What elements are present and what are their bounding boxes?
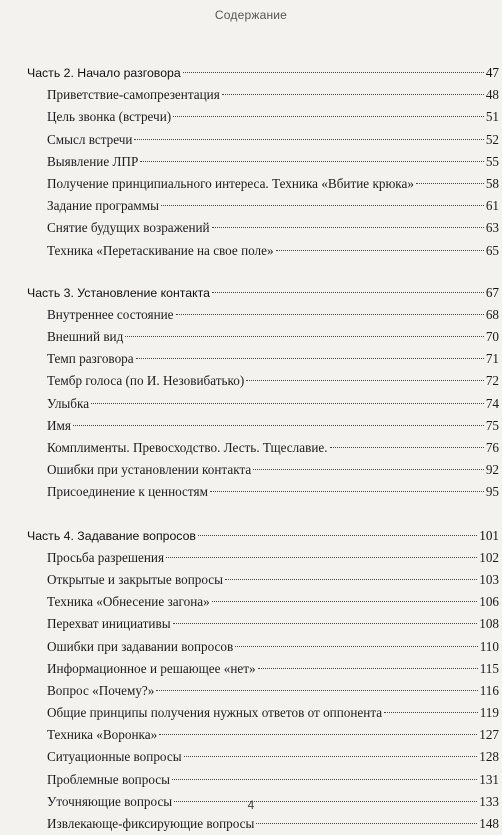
dot-leader xyxy=(212,227,484,228)
toc-entry-title: Техника «Воронка» xyxy=(47,727,158,743)
dot-leader xyxy=(156,690,477,691)
toc-section-entry[interactable] xyxy=(27,437,499,459)
toc-section-entry[interactable] xyxy=(27,569,499,591)
toc-part xyxy=(27,282,499,504)
toc-entry-title: Имя xyxy=(47,417,71,433)
toc-entry-title: Часть 4. Задавание вопросов xyxy=(27,528,196,543)
toc-section-entry[interactable] xyxy=(27,702,499,724)
toc-entry-title: Улыбка xyxy=(47,395,90,411)
toc-entry-title: Открытые и закрытые вопросы xyxy=(47,571,223,587)
toc-section-entry[interactable] xyxy=(27,151,499,173)
dot-leader xyxy=(225,579,477,580)
toc-section-entry[interactable] xyxy=(27,746,499,768)
dot-leader xyxy=(212,601,477,602)
dot-leader xyxy=(161,205,484,206)
toc-entry-title: Часть 2. Начало разговора xyxy=(27,66,181,80)
dot-leader xyxy=(258,668,478,669)
toc-entry-title: Ошибки при установлении контакта xyxy=(47,462,252,478)
toc-section-entry[interactable] xyxy=(27,195,499,217)
toc-section-entry[interactable] xyxy=(27,84,499,106)
toc-entry-title: Смысл встречи xyxy=(47,131,133,147)
toc-section-entry[interactable] xyxy=(27,240,499,262)
toc-entry-title: Ошибки при задавании вопросов xyxy=(47,638,234,654)
dot-leader xyxy=(253,469,484,470)
toc-entry-page: 133 xyxy=(479,793,499,809)
toc-entry-title: Ситуационные вопросы xyxy=(47,749,182,765)
toc-entry-page: 65 xyxy=(485,242,499,258)
toc-section-entry[interactable] xyxy=(27,348,499,370)
toc-part-heading[interactable] xyxy=(27,525,499,547)
toc-entry-title: Извлекающе-фиксирующие вопросы xyxy=(47,816,255,831)
toc-entry-page: 67 xyxy=(485,284,499,300)
dot-leader xyxy=(256,823,477,824)
toc-entry-title: Получение принципиального интереса. Техника «Вбитие крюка» xyxy=(47,175,414,191)
toc-entry-title: Техника «Перетаскивание на свое поле» xyxy=(47,242,274,258)
toc-entry-title: Внутреннее состояние xyxy=(47,306,174,322)
toc-entry-page: 148 xyxy=(479,816,499,831)
toc-section-entry[interactable] xyxy=(27,724,499,746)
dot-leader xyxy=(136,358,484,359)
dot-leader xyxy=(384,712,478,713)
toc-section-entry[interactable] xyxy=(27,769,499,791)
dot-leader xyxy=(183,72,484,73)
toc-section-entry[interactable] xyxy=(27,680,499,702)
toc-entry-page: 115 xyxy=(479,660,499,676)
dot-leader xyxy=(330,447,484,448)
toc-entry-title: Перехват инициативы xyxy=(47,616,171,632)
toc-entry-page: 103 xyxy=(479,571,499,587)
dot-leader xyxy=(210,491,484,492)
toc-entry-title: Тембр голоса (по И. Незовибатько) xyxy=(47,373,245,389)
toc-section-entry[interactable] xyxy=(27,636,499,658)
toc-entry-page: 102 xyxy=(479,549,499,565)
toc-entry-title: Техника «Обнесение загона» xyxy=(47,594,210,610)
dot-leader xyxy=(246,380,484,381)
toc-entry-page: 51 xyxy=(485,109,499,125)
toc-entry-title: Задание программы xyxy=(47,198,159,214)
toc-entry-page: 74 xyxy=(485,395,499,411)
toc-entry-title: Просьба разрешения xyxy=(47,549,165,565)
dot-leader xyxy=(416,183,484,184)
dot-leader xyxy=(276,250,484,251)
toc-section-entry[interactable] xyxy=(27,813,499,835)
toc-section-entry[interactable] xyxy=(27,217,499,239)
toc-entry-page: 110 xyxy=(479,638,499,654)
toc-entry-page: 128 xyxy=(479,749,499,765)
toc-entry-title: Часть 3. Установление контакта xyxy=(27,285,210,300)
toc-section-entry[interactable] xyxy=(27,370,499,392)
toc-section-entry[interactable] xyxy=(27,304,499,326)
toc-entry-page: 47 xyxy=(485,65,499,80)
dot-leader xyxy=(222,94,484,95)
dot-leader xyxy=(73,425,484,426)
toc-entry-page: 92 xyxy=(485,462,499,478)
toc-entry-page: 72 xyxy=(485,373,499,389)
dot-leader xyxy=(140,161,484,162)
toc-entry-title: Комплименты. Превосходство. Лесть. Тщеславие. xyxy=(47,440,328,455)
dot-leader xyxy=(125,336,483,337)
dot-leader xyxy=(159,734,477,735)
toc-part xyxy=(27,525,499,835)
toc-section-entry[interactable] xyxy=(27,591,499,613)
dot-leader xyxy=(173,623,478,624)
toc-section-entry[interactable] xyxy=(27,481,499,503)
dot-leader xyxy=(134,139,483,140)
toc-entry-title: Внешний вид xyxy=(47,329,124,345)
toc-part-heading[interactable] xyxy=(27,62,499,84)
toc-entry-title: Уточняющие вопросы xyxy=(47,793,173,809)
toc-section-entry[interactable] xyxy=(27,415,499,437)
toc-entry-page: 106 xyxy=(479,594,499,610)
toc-entry-title: Вопрос «Почему?» xyxy=(47,682,155,698)
toc-entry-title: Выявление ЛПР xyxy=(47,153,139,169)
toc-entry-title: Проблемные вопросы xyxy=(47,771,170,787)
dot-leader xyxy=(173,116,484,117)
toc-section-entry[interactable] xyxy=(27,393,499,415)
toc-section-entry[interactable] xyxy=(27,613,499,635)
dot-leader xyxy=(235,646,478,647)
dot-leader xyxy=(166,557,477,558)
toc-entry-title: Темп разговора xyxy=(47,351,134,367)
dot-leader xyxy=(184,756,478,757)
dot-leader xyxy=(198,535,477,536)
toc-entry-page: 48 xyxy=(485,87,499,103)
toc-entry-page: 101 xyxy=(479,527,499,543)
toc-entry-page: 131 xyxy=(479,771,499,787)
toc-entry-page: 61 xyxy=(485,198,499,214)
toc-entry-page: 52 xyxy=(485,131,499,147)
toc-entry-title: Информационное и решающее «нет» xyxy=(47,660,256,676)
table-of-contents xyxy=(27,62,499,835)
toc-entry-page: 71 xyxy=(485,351,499,367)
toc-entry-page: 68 xyxy=(485,306,499,322)
dot-leader xyxy=(172,779,477,780)
toc-entry-page: 58 xyxy=(485,175,499,191)
toc-entry-page: 75 xyxy=(485,417,499,433)
toc-part-heading[interactable] xyxy=(27,282,499,304)
toc-section-entry[interactable] xyxy=(27,129,499,151)
toc-section-entry[interactable] xyxy=(27,459,499,481)
toc-entry-page: 119 xyxy=(479,705,499,721)
dot-leader xyxy=(212,292,484,293)
toc-entry-page: 70 xyxy=(485,329,499,345)
toc-entry-page: 76 xyxy=(485,440,499,455)
toc-entry-title: Присоединение к ценностям xyxy=(47,484,208,500)
toc-entry-page: 116 xyxy=(479,682,499,698)
toc-entry-page: 108 xyxy=(479,616,499,632)
toc-section-entry[interactable] xyxy=(27,547,499,569)
toc-entry-title: Снятие будущих возражений xyxy=(47,220,210,236)
toc-part xyxy=(27,62,499,262)
dot-leader xyxy=(91,403,484,404)
toc-entry-page: 55 xyxy=(485,153,499,169)
toc-section-entry[interactable] xyxy=(27,658,499,680)
toc-entry-title: Цель звонка (встречи) xyxy=(47,109,172,125)
toc-entry-title: Общие принципы получения нужных ответов от оппонента xyxy=(47,705,383,721)
toc-entry-page: 95 xyxy=(485,484,499,500)
toc-entry-page: 127 xyxy=(479,727,499,743)
dot-leader xyxy=(176,314,484,315)
toc-section-entry[interactable] xyxy=(27,326,499,348)
toc-entry-page: 63 xyxy=(485,220,499,236)
page-number: 4 xyxy=(247,798,255,812)
toc-section-entry[interactable] xyxy=(27,173,499,195)
toc-section-entry[interactable] xyxy=(27,106,499,128)
toc-entry-title: Приветствие-самопрезентация xyxy=(47,87,220,103)
running-header: Содержание xyxy=(214,8,288,22)
